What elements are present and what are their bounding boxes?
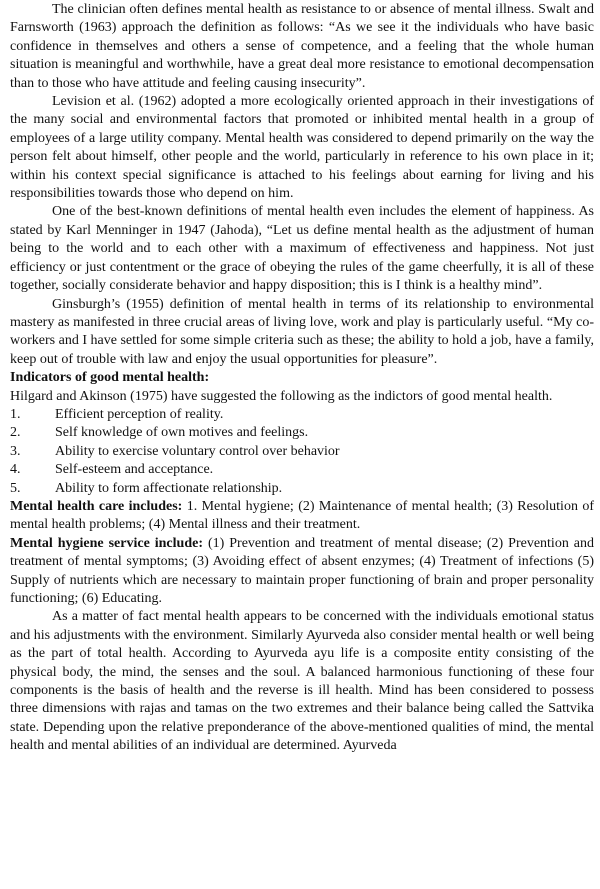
indicators-intro: Hilgard and Akinson (1975) have suggested the following as the indictors of good mental health. [10, 388, 553, 404]
list-item-text: Ability to exercise voluntary control over behavior [55, 443, 340, 459]
list-item-number: 1. [10, 406, 21, 422]
paragraph-ginsburgh-definition: Ginsburgh’s (1955) definition of mental health in terms of its relationship to environmental mastery as manifested in three crucial areas of living love, work and play is particularly useful. “My co-workers and I have settled for some simple criteria such as these; the ability to hold a job, have a family, keep out of trouble with law and enjoy the usual opportunities for pleasure”. [10, 296, 594, 367]
paragraph-ayurveda: As a matter of fact mental health appears to be concerned with the individuals emotional status and his adjustments with the environment. Similarly Ayurveda also consider mental health or well being as the part of total health. According to Ayurveda ayu life is a composite entity consisting of the physical body, the mind, the senses and the soul. A balanced harmonious functioning of these four components is the basis of health and the reverse is ill health. Mind has been considered to possess three dimensions with rajas and tamas on the two extremes and their balance being called the Sattvika state. Depending upon the relative preponderance of the above-mentioned qualities of mind, the mental health and mental abilities of an individual are determined. Ayurveda [10, 609, 594, 754]
paragraph-levision-study: Levision et al. (1962) adopted a more ecologically oriented approach in their investigations of the many social and environmental factors that promoted or inhibited mental health in a group of employees of a large utility company. Mental health was considered to depend primarily on the way the person felt about himself, other people and the world, particularly in reference to his own place in it; within his context special significance is attached to his feelings about earning for living and his responsibilities towards those who depend on him. [10, 94, 594, 202]
list-item-number: 3. [10, 443, 21, 459]
paragraph-mental-hygiene-service [10, 535, 594, 609]
section-heading-indicators: Indicators of good mental health: [10, 370, 210, 386]
list-item [10, 406, 594, 424]
list-item [10, 461, 594, 479]
indicators-list [10, 406, 594, 498]
list-item-number: 5. [10, 480, 21, 496]
list-item [10, 480, 594, 498]
list-item-text: Self knowledge of own motives and feelings. [55, 425, 309, 441]
mental-hygiene-service-text: (1) Prevention and treatment of mental disease; (2) Prevention and treatment of mental symptoms; (3) Avoiding effect of absent enzymes; (4) Treatment of infections (5) Supply of nutrients which are necessary to maintain proper functioning of brain and proper personality functioning; (6) Educating. [10, 535, 594, 606]
paragraph-clinician-definition: The clinician often defines mental health as resistance to or absence of mental illness. Swalt and Farnsworth (1963) approach the definition as follows: “As we see it the individuals who have basic confidence in themselves and others a sense of competence, and a feeling that the whole human situation is meaningful and worthwhile, have a great deal more resistance to emotional decompensation than to those who have attitude and feeling causing insecurity”. [10, 2, 594, 91]
mental-health-care-text: 1. Mental hygiene; (2) Maintenance of mental health; (3) Resolution of mental health problems; (4) Mental illness and their treatment. [10, 498, 594, 533]
list-item-text: Ability to form affectionate relationship. [55, 480, 283, 496]
list-item-number: 2. [10, 425, 21, 441]
list-item-text: Self-esteem and acceptance. [55, 462, 214, 478]
list-item [10, 424, 594, 442]
list-item-number: 4. [10, 462, 21, 478]
mental-health-care-lead: Mental health care includes: [10, 498, 183, 514]
paragraph-mental-health-care [10, 498, 594, 535]
mental-hygiene-service-lead: Mental hygiene service include: [10, 535, 203, 551]
list-item [10, 443, 594, 461]
list-item-text: Efficient perception of reality. [55, 406, 224, 422]
paragraph-menninger-definition: One of the best-known definitions of mental health even includes the element of happiness. As stated by Karl Menninger in 1947 (Jahoda), “Let us define mental health as the adjustment of human being to the world and to each other with a maximum of effectiveness and happiness. Not just efficiency or just contentment or the grace of obeying the rules of the game cheerfully, it is all of these together, socially considerate behavior and happy disposition; this is I think is a healthy mind”. [10, 204, 594, 294]
